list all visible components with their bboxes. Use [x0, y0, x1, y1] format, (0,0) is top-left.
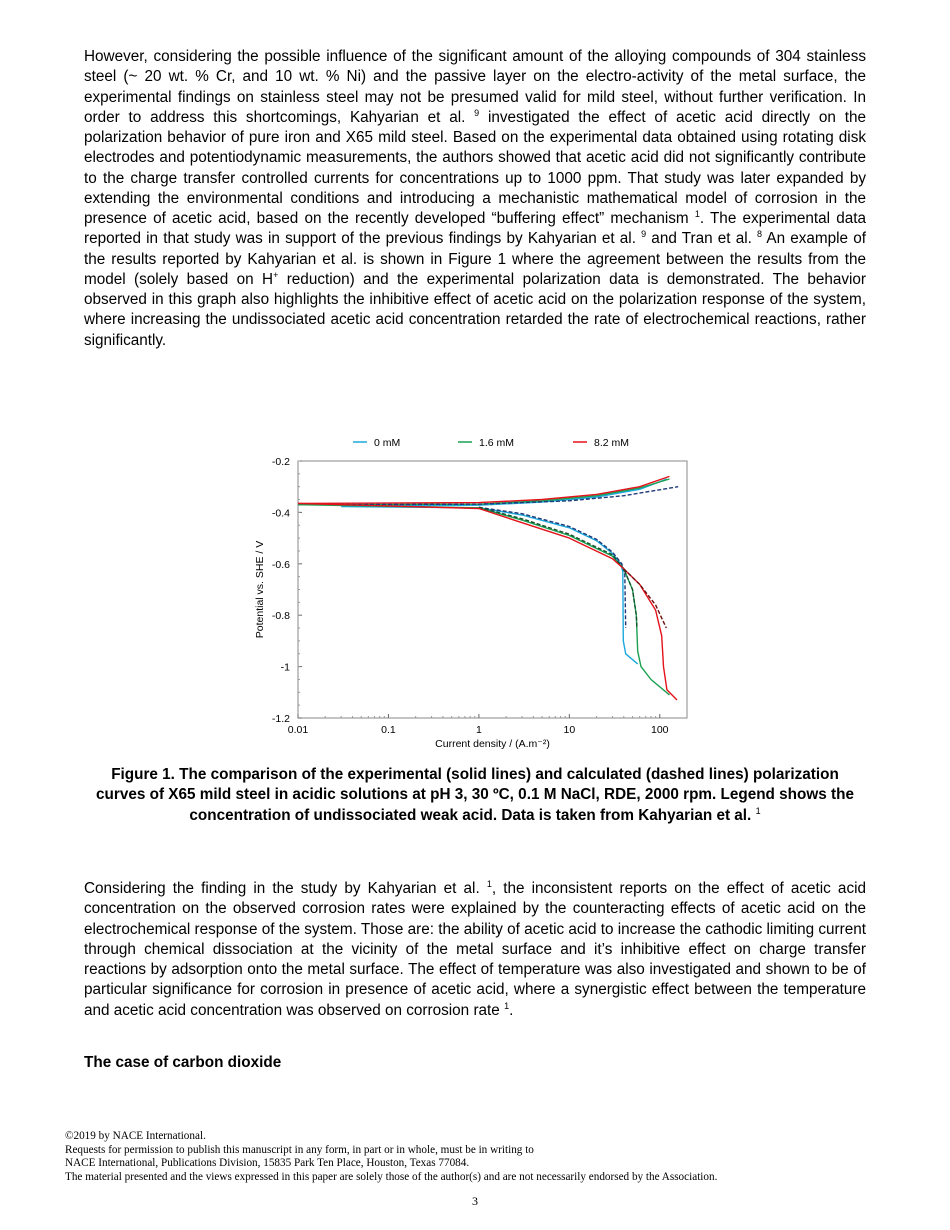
series-line	[298, 476, 670, 503]
series-line	[298, 505, 670, 695]
citation-superscript: 8	[757, 229, 763, 240]
series-line	[624, 569, 667, 628]
text-run: and Tran et al.	[646, 230, 758, 248]
series-line	[341, 507, 638, 665]
y-axis-label: Potential vs. SHE / V	[254, 540, 266, 639]
y-tick-label: -0.4	[271, 507, 290, 520]
x-tick-label: 0.1	[381, 724, 396, 736]
citation-superscript: +	[273, 269, 279, 280]
x-tick-label: 100	[651, 724, 669, 736]
footer-line: ©2019 by NACE International.	[65, 1130, 206, 1142]
x-axis-label: Current density / (A.m⁻²)	[435, 738, 550, 750]
polarization-curves-chart	[240, 430, 710, 765]
legend-label: 1.6 mM	[479, 437, 515, 449]
y-tick-label: -0.8	[271, 610, 290, 623]
citation-superscript: 9	[474, 107, 480, 118]
text-run: . The experimental data reported in that study was in support of the previous findings by Kahyarian et al.	[84, 210, 866, 248]
citation-superscript: 1	[486, 879, 492, 889]
copyright-footer	[65, 1130, 717, 1185]
plot-area	[298, 461, 687, 718]
footer-line: NACE International, Publications Division, 15835 Park Ten Place, Houston, Texas 77084.	[65, 1157, 470, 1170]
text-run: reduction) and the experimental polarization data is demonstrated. The behavior observed in this graph also highlights the inhibitive effect of acetic acid on the polarization response of the system, where increasing the undissociated acetic acid concentration retarded the rate of electrochemical reactions, rather significantly.	[84, 270, 866, 349]
paragraph-kahyarian-findings	[84, 879, 866, 1021]
y-tick-label: -0.2	[271, 456, 290, 468]
series-line	[479, 507, 626, 628]
x-tick-label: 0.01	[287, 724, 309, 736]
text-run: investigated the effect of acetic acid directly on the polarization behavior of pure iron and X65 mild steel. Based on the experimental data obtained using rotating disk electrodes and potentiodynamic measurements, the authors showed that acetic acid did not significantly contribute to the charge transfer controlled currents for concentrations up to 1000 ppm. That study was later expanded by extending the environmental conditions and introducing a mechanistic mathematical model of corrosion in the presence of acetic acid, based on the recently developed “buffering effect” mechanism	[84, 108, 866, 227]
legend-label: 0 mM	[374, 437, 401, 449]
text-run: , the inconsistent reports on the effect of acetic acid concentration on the observed corrosion rates were explained by the counteracting effects of acetic acid on the electrochemical response of the system. Those are: the ability of acetic acid to increase the cathodic limiting current through chemical dissociation at the vicinity of the metal surface and it’s inhibitive effect on charge transfer reactions by adsorption onto the metal surface. The effect of temperature was also investigated and shown to be of particular significance for corrosion in presence of acetic acid, where a synergistic effect between the temperature and acetic acid concentration was observed on corrosion rate	[84, 880, 866, 1019]
text-run: An example of the results reported by Kahyarian et al. is shown in Figure 1 where the agreement between the results from the model (solely based on H	[84, 230, 866, 288]
legend-label: 8.2 mM	[594, 437, 630, 449]
page-number: 3	[472, 1194, 478, 1208]
text-run: Considering the finding in the study by Kahyarian et al.	[84, 880, 487, 897]
y-tick-label: -0.6	[271, 558, 290, 571]
paragraph-acetic-acid-studies	[84, 47, 866, 351]
citation-superscript: 1	[694, 209, 700, 219]
footer-line: Requests for permission to publish this manuscript in any form, in part or in whole, must be in writing to	[65, 1143, 534, 1156]
section-heading: The case of carbon dioxide	[84, 1054, 282, 1071]
citation-superscript: 9	[641, 229, 647, 240]
x-tick-label: 10	[563, 724, 576, 736]
series-line	[298, 503, 677, 700]
citation-superscript: 1	[755, 805, 761, 816]
text-run: .	[509, 1001, 514, 1019]
citation-superscript: 1	[504, 1000, 510, 1011]
figure-caption	[90, 765, 860, 826]
y-tick-label: -1	[280, 661, 290, 674]
text-run: However, considering the possible influence of the significant amount of the alloying compounds of 304 stainless steel (~ 20 wt. % Cr, and 10 wt. % Ni) and the passive layer on the electro-activity of the metal surface, the experimental findings on stainless steel may not be presumed valid for mild steel, without further verification. In order to address this shortcomings, Kahyarian et al.	[84, 48, 866, 126]
y-tick-label: -1.2	[271, 713, 290, 725]
x-tick-label: 1	[475, 724, 482, 736]
footer-line: The material presented and the views expressed in this paper are solely those of the author(s) and are not necessarily endorsed by the Association.	[65, 1171, 718, 1184]
text-run: Figure 1. The comparison of the experimental (solid lines) and calculated (dashed lines) polarization curves of X65 mild steel in acidic solutions at pH 3, 30 ºC, 0.1 M NaCl, RDE, 2000 rpm. Legend shows the concentration of undissociated weak acid. Data is taken from Kahyarian et al.	[96, 766, 854, 824]
